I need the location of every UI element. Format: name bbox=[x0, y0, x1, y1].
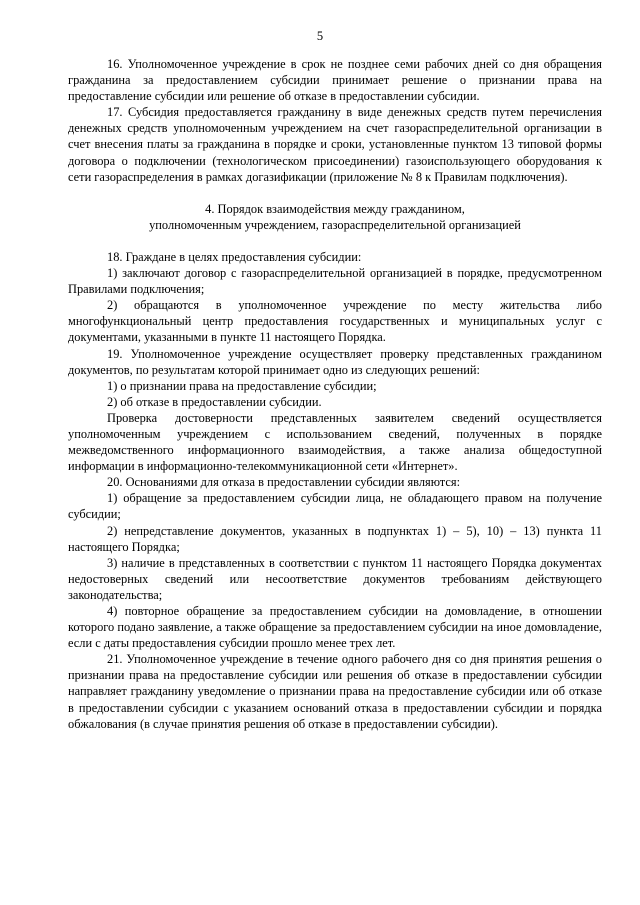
paragraph-19: 19. Уполномоченное учреждение осуществляет проверку представленных гражданином документов, по результатам которой принимает одно из следующих решений: bbox=[68, 346, 602, 377]
paragraph-20-item-4: 4) повторное обращение за предоставлением субсидии на домовладение, в отношении которого подано заявление, а также обращение за предоставлением субсидии на иное домовладение, если с даты предоставления субсидии прошло менее трех лет. bbox=[68, 604, 602, 651]
spacer bbox=[68, 185, 602, 201]
paragraph-16: 16. Уполномоченное учреждение в срок не позднее семи рабочих дней со дня обращения гражданина за предоставлением субсидии принимает решение о признании права на предоставление субсидии или решение об отказе в предоставлении субсидии. bbox=[68, 57, 602, 104]
paragraph-20-item-3: 3) наличие в представленных в соответствии с пунктом 11 настоящего Порядка документах недостоверных сведений или несоответствие документов требованиям действующего законодательства; bbox=[68, 555, 602, 602]
page-number: 5 bbox=[316, 29, 324, 43]
paragraph-18: 18. Граждане в целях предоставления субсидии: bbox=[107, 249, 362, 264]
paragraph-20: 20. Основаниями для отказа в предоставлении субсидии являются: bbox=[107, 475, 461, 490]
paragraph-18-item-2: 2) обращаются в уполномоченное учреждение по месту жительства либо многофункциональный центр предоставления государственных и муниципальных услуг с документами, указанными в пункте 11 настоящего Порядка. bbox=[68, 298, 602, 345]
paragraph-20-item-1: 1) обращение за предоставлением субсидии лица, не обладающего правом на получение субсидии; bbox=[68, 491, 602, 522]
document-body bbox=[68, 56, 602, 732]
paragraph-19-item-1: 1) о признании права на предоставление субсидии; bbox=[107, 378, 377, 393]
section-heading-line-1: 4. Порядок взаимодействия между гражданином, bbox=[205, 201, 465, 216]
section-heading-line-2: уполномоченным учреждением, газораспределительной организацией bbox=[149, 217, 521, 232]
paragraph-19-item-2: 2) об отказе в предоставлении субсидии. bbox=[107, 394, 322, 409]
paragraph-21: 21. Уполномоченное учреждение в течение одного рабочего дня со дня принятия решения о признании права на предоставление субсидии или решения об отказе в предоставлении субсидии направляет гражданину уведомление о признании права на предоставление субсидии или об отказе в предоставлении субсидии с указанием оснований отказа в предоставлении субсидии и порядка обжалования (в случае принятия решения об отказе в предоставлении субсидии). bbox=[68, 652, 602, 731]
paragraph-18-item-1: 1) заключают договор с газораспределительной организацией в порядке, предусмотренном Правилами подключения; bbox=[68, 266, 602, 297]
paragraph-19-verification: Проверка достоверности представленных заявителем сведений осуществляется уполномоченным учреждением с использованием сведений, полученных в порядке межведомственного информационного взаимодействия, а также анализа общедоступной информации в информационно-телекоммуникационной сети «Интернет». bbox=[68, 410, 602, 474]
paragraph-20-item-2: 2) непредставление документов, указанных в подпунктах 1) – 5), 10) – 13) пункта 11 настоящего Порядка; bbox=[68, 523, 602, 554]
spacer bbox=[68, 233, 602, 249]
paragraph-17: 17. Субсидия предоставляется гражданину в виде денежных средств путем перечисления денежных средств уполномоченным учреждением на счет газораспределительной организации в счет внесения платы за гражданина в порядке и сроки, установленные пунктом 13 типовой формы договора о подключении (технологическом присоединении) газоиспользующего оборудования к сети газораспределения в рамках догазификации (приложение № 8 к Правилам подключения). bbox=[68, 105, 602, 184]
